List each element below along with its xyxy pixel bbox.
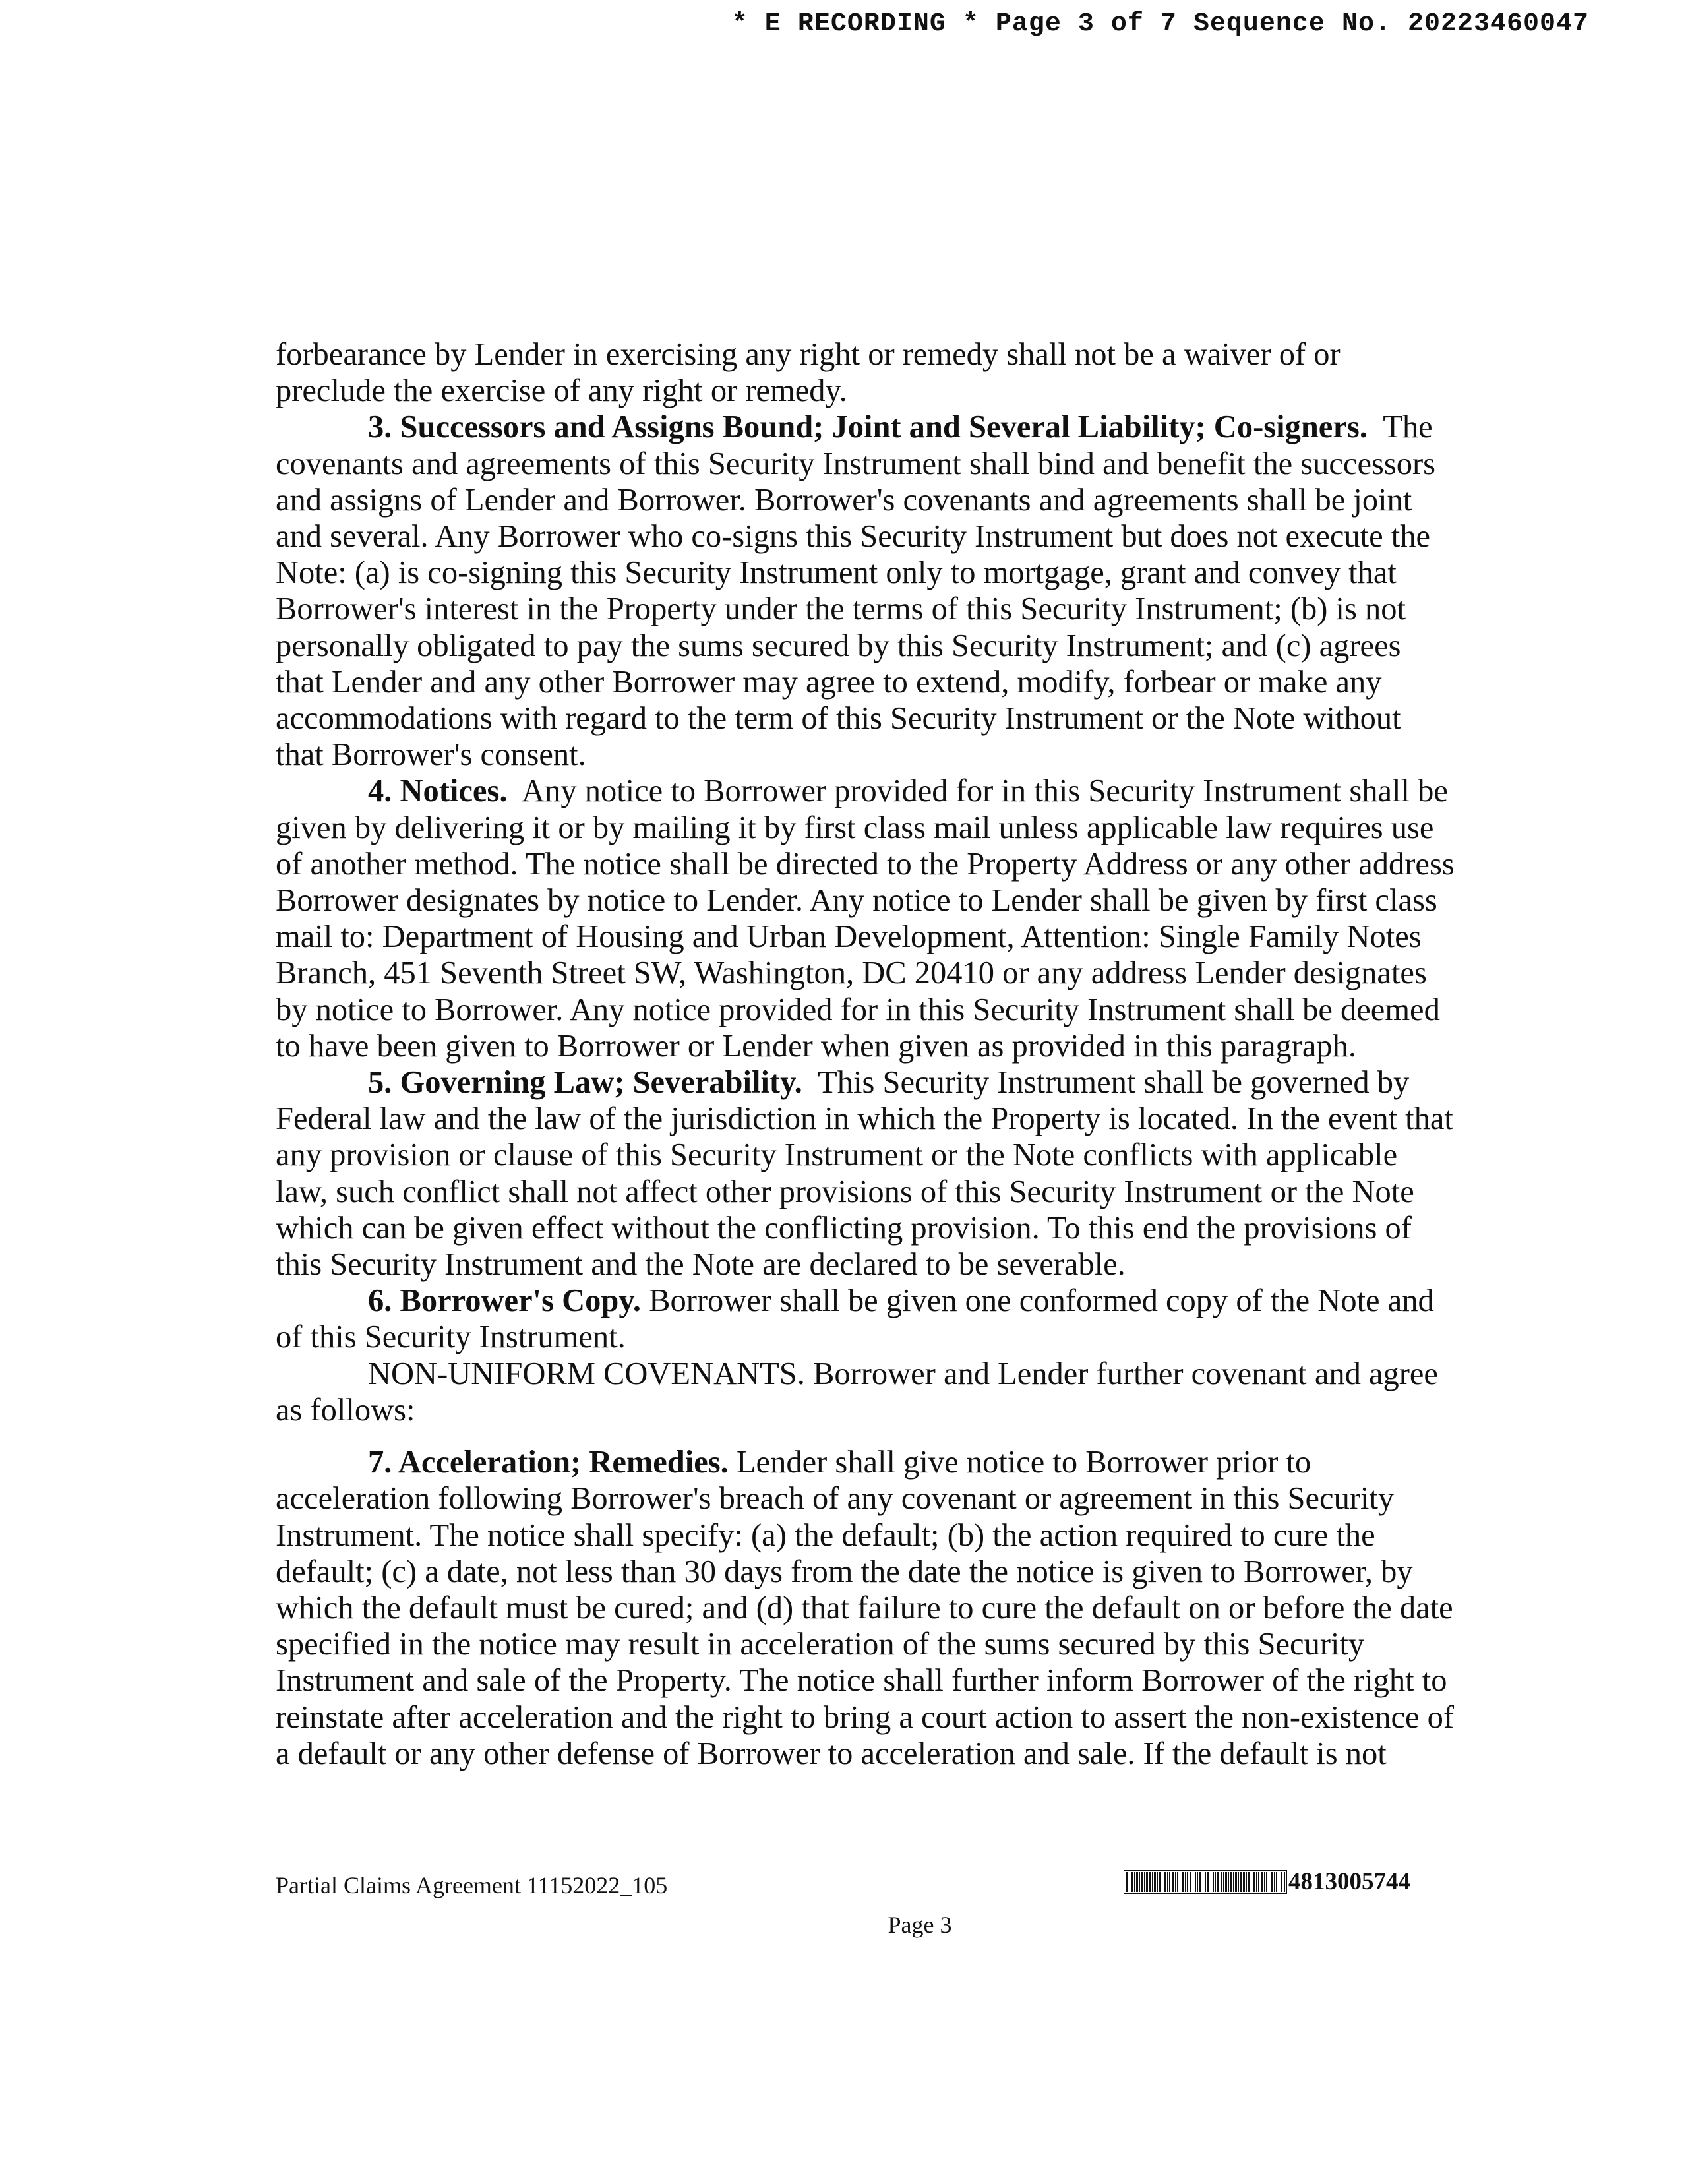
section-6-heading: 6. Borrower's Copy. <box>368 1283 642 1319</box>
section-5-text: This Security Instrument shall be governed by Federal law and the law of the jurisdiction in which the Property is located. In the event that any provision or clause of this Security Instrument or the Note conflicts with applicable law, such conflict shall not affect other provisions of this Security Instrument or the Note which can be given effect without the conflicting provision. To this end the provisions of this Security Instrument and the Note are declared to be severable. <box>276 1065 1453 1283</box>
section-4-heading: 4. Notices. <box>368 774 508 809</box>
section-5-heading: 5. Governing Law; Severability. <box>368 1065 802 1101</box>
section-3-heading: 3. Successors and Assigns Bound; Joint and Several Liability; Co-signers. <box>368 410 1368 445</box>
section-6-text: Borrower shall be given one conformed copy of the Note and of this Security Instrument. <box>276 1283 1434 1355</box>
page-number: Page 3 <box>888 1912 952 1938</box>
section-4-text: Any notice to Borrower provided for in this Security Instrument shall be given by delivering it or by mailing it by first class mail unless applicable law requires use of another method. The notice shall be directed to the Property Address or any other address Borrower designates by notice to Lender. Any notice to Lender shall be given by first class mail to: Department of Housing and Urban Development, Attention: Single Family Notes Branch, 451 Seventh Street SW, Washington, DC 20410 or any address Lender designates by notice to Borrower. Any notice provided for in this Security Instrument shall be deemed to have been given to Borrower or Lender when given as provided in this paragraph. <box>276 774 1455 1064</box>
continuation-paragraph <box>276 336 1456 409</box>
section-7-heading: 7. Acceleration; Remedies. <box>368 1445 729 1480</box>
loan-number: 4813005744 <box>1288 1868 1410 1895</box>
continuation-text: forbearance by Lender in exercising any right or remedy shall not be a waiver of or preclude the exercise of any right or remedy. <box>276 337 1341 409</box>
recording-stamp: * E RECORDING * Page 3 of 7 Sequence No. 20223460047 <box>731 9 1589 39</box>
barcode-icon <box>1124 1870 1287 1894</box>
section-7-text: Lender shall give notice to Borrower prior to acceleration following Borrower's breach of any covenant or agreement in this Security Instrument. The notice shall specify: (a) the default; (b) the action required to cure the default; (c) a date, not less than 30 days from the date the notice is given to Borrower, by which the default must be cured; and (d) that failure to cure the default on or before the date specified in the notice may result in acceleration of the sums secured by this Security Instrument and sale of the Property. The notice shall further inform Borrower of the right to reinstate after acceleration and the right to bring a court action to assert the non-existence of a default or any other defense of Borrower to acceleration and sale. If the default is not <box>276 1445 1455 1771</box>
section-3-text: The covenants and agreements of this Security Instrument shall bind and benefit the successors and assigns of Lender and Borrower. Borrower's covenants and agreements shall be joint and several. Any Borrower who co-signs this Security Instrument but does not execute the Note: (a) is co-signing this Security Instrument only to mortgage, grant and convey that Borrower's interest in the Property under the terms of this Security Instrument; (b) is not personally obligated to pay the sums secured by this Security Instrument; and (c) agrees that Lender and any other Borrower may agree to extend, modify, forbear or make any accommodations with regard to the term of this Security Instrument or the Note without that Borrower's consent. <box>276 410 1436 773</box>
section-6 <box>276 1283 1456 1355</box>
section-3 <box>276 409 1456 773</box>
non-uniform-covenants <box>276 1356 1456 1428</box>
non-uniform-covenants-text: NON-UNIFORM COVENANTS. Borrower and Lender further covenant and agree as follows: <box>276 1356 1438 1428</box>
document-body <box>276 336 1456 1772</box>
section-5 <box>276 1064 1456 1283</box>
footer-barcode-block <box>1124 1870 1410 1894</box>
footer-document-name: Partial Claims Agreement 11152022_105 <box>276 1872 668 1898</box>
section-7 <box>276 1444 1456 1772</box>
section-4 <box>276 773 1456 1064</box>
